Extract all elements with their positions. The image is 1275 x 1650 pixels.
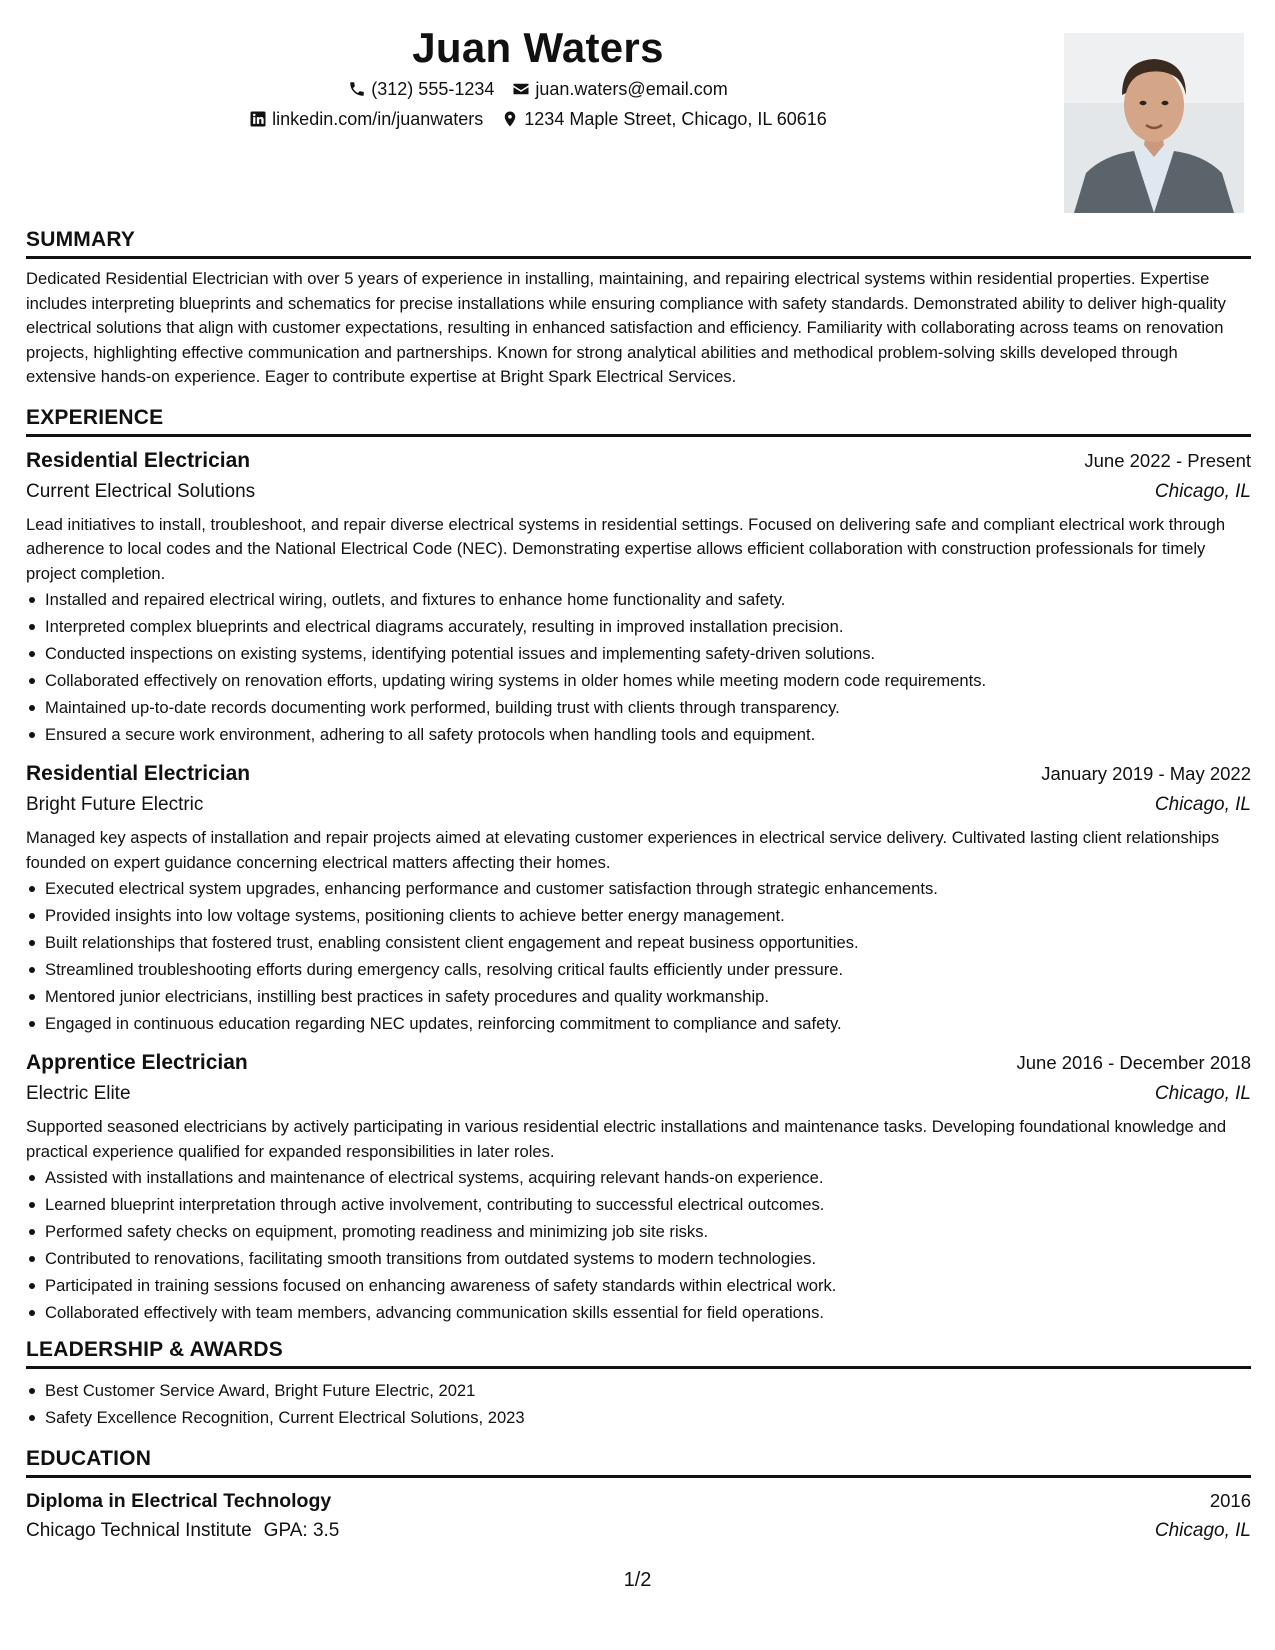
job-title: Residential Electrician [26,448,251,472]
list-item: Engaged in continuous education regarding NEC updates, reinforcing commitment to compliance and safety. [26,1010,1251,1037]
job-entry [26,758,1251,1037]
job-location: Chicago, IL [1154,794,1251,815]
awards-section [26,1336,1251,1431]
list-item: Assisted with installations and maintenance of electrical systems, acquiring relevant hands-on experience. [26,1164,1251,1191]
list-item: Collaborated effectively with team members, advancing communication skills essential for field operations. [26,1299,1251,1326]
email-address[interactable]: juan.waters@email.com [535,79,728,99]
list-item: Interpreted complex blueprints and electrical diagrams accurately, resulting in improved installation precision. [26,613,1251,640]
graduation-year: 2016 [1209,1490,1251,1511]
company-name: Current Electrical Solutions [26,480,256,502]
list-item: Performed safety checks on equipment, promoting readiness and minimizing job site risks. [26,1218,1251,1245]
contact-line-1 [26,74,1050,104]
experience-section [26,404,1251,1327]
list-item: Executed electrical system upgrades, enhancing performance and customer satisfaction through strategic enhancements. [26,875,1251,902]
section-heading-summary: SUMMARY [26,226,1251,259]
section-heading-awards: LEADERSHIP & AWARDS [26,1336,1251,1369]
linkedin-url[interactable]: linkedin.com/in/juanwaters [272,109,484,129]
list-item: Safety Excellence Recognition, Current Electrical Solutions, 2023 [26,1404,1251,1431]
contact-line-2 [26,104,1050,134]
job-location: Chicago, IL [1154,1083,1251,1104]
job-description: Managed key aspects of installation and repair projects aimed at elevating customer experiences in electrical service delivery. Cultivated lasting client relationships founded on expert guidance concerning electrical matters affecting their homes. [26,828,1220,872]
list-item: Mentored junior electricians, instilling best practices in safety procedures and quality workmanship. [26,983,1251,1010]
job-dates: June 2016 - December 2018 [1016,1052,1251,1073]
candidate-name: Juan Waters [412,24,664,71]
list-item: Maintained up-to-date records documenting work performed, building trust with clients through transparency. [26,694,1251,721]
list-item: Conducted inspections on existing systems, identifying potential issues and implementing safety-driven solutions. [26,640,1251,667]
job-subheader [26,477,1251,507]
resume-header [26,22,1050,134]
list-item: Participated in training sessions focused on enhancing awareness of safety standards within electrical work. [26,1272,1251,1299]
gpa-value: GPA: 3.5 [263,1520,340,1541]
job-title: Apprentice Electrician [26,1051,248,1074]
email-contact [512,74,727,104]
list-item: Contributed to renovations, facilitating smooth transitions from outdated systems to modern technologies. [26,1245,1251,1272]
job-bullets [26,1164,1251,1326]
list-item: Streamlined troubleshooting efforts during emergency calls, resolving critical faults efficiently under pressure. [26,956,1251,983]
job-header [26,445,1251,477]
job-entry [26,1047,1251,1326]
profile-photo [1064,33,1244,213]
job-header [26,758,1251,790]
education-header [26,1486,1251,1516]
job-entry [26,445,1251,749]
section-heading-education: EDUCATION [26,1445,1251,1478]
phone-icon [348,80,366,98]
job-description: Lead initiatives to install, troubleshoot, and repair diverse electrical systems in residential settings. Focused on delivering safe and compliant electrical work through adherence to local codes and the National Electrical Code (NEC). Demonstrating expertise allows efficient collaboration with construction professionals for timely project completion. [26,514,1226,583]
list-item: Best Customer Service Award, Bright Future Electric, 2021 [26,1377,1251,1404]
job-description: Supported seasoned electricians by actively participating in various residential electric installations and maintenance tasks. Developing foundational knowledge and practical experience qualified for expanded responsibilities in later roles. [26,1117,1227,1161]
school-location: Chicago, IL [1154,1520,1251,1541]
job-header [26,1047,1251,1079]
company-name: Bright Future Electric [26,794,204,815]
map-pin-icon [501,110,519,128]
list-item: Built relationships that fostered trust, enabling consistent client engagement and repeat business opportunities. [26,929,1251,956]
degree-name: Diploma in Electrical Technology [26,1490,332,1512]
envelope-icon [512,80,530,98]
street-address: 1234 Maple Street, Chicago, IL 60616 [524,109,827,129]
company-name: Electric Elite [26,1083,131,1104]
list-item: Learned blueprint interpretation through active involvement, contributing to successful electrical outcomes. [26,1191,1251,1218]
resume-body [26,226,1251,1546]
summary-paragraph: Dedicated Residential Electrician with over 5 years of experience in installing, maintaining, and repairing electrical systems within residential properties. Expertise includes interpreting blueprints and schematics for precise installations while ensuring compliance with safety standards. Demonstrated ability to deliver high-quality electrical solutions that align with customer expectations, resulting in enhanced satisfaction and efficiency. Familiarity with collaborating across teams on renovation projects, highlighting effective communication and partnerships. Known for strong analytical abilities and methodical problem-solving skills developed through extensive hands-on experience. Eager to contribute expertise at Bright Spark Electrical Services. [26,269,1226,386]
education-subheader [26,1516,1251,1546]
job-title: Residential Electrician [26,762,251,785]
list-item: Installed and repaired electrical wiring, outlets, and fixtures to enhance home functionality and safety. [26,586,1251,613]
school-name: Chicago Technical Institute [26,1520,252,1541]
address-contact [501,104,827,134]
list-item: Ensured a secure work environment, adhering to all safety protocols when handling tools and equipment. [26,721,1251,748]
phone-number[interactable]: (312) 555-1234 [371,79,495,99]
job-bullets [26,586,1251,748]
job-subheader [26,1079,1251,1109]
page-number: 1/2 [623,1569,652,1591]
job-dates: June 2022 - Present [1084,449,1251,471]
job-location: Chicago, IL [1154,480,1251,502]
school-line [26,1516,339,1546]
education-section [26,1445,1251,1546]
linkedin-contact [249,104,483,134]
job-dates: January 2019 - May 2022 [1041,763,1251,784]
phone-contact [348,74,494,104]
summary-section [26,226,1251,390]
list-item: Provided insights into low voltage systems, positioning clients to achieve better energy management. [26,902,1251,929]
section-heading-experience: EXPERIENCE [26,404,1251,437]
job-bullets [26,875,1251,1037]
job-subheader [26,790,1251,820]
awards-list [26,1377,1251,1431]
linkedin-icon [249,110,267,128]
list-item: Collaborated effectively on renovation efforts, updating wiring systems in older homes while meeting modern code requirements. [26,667,1251,694]
